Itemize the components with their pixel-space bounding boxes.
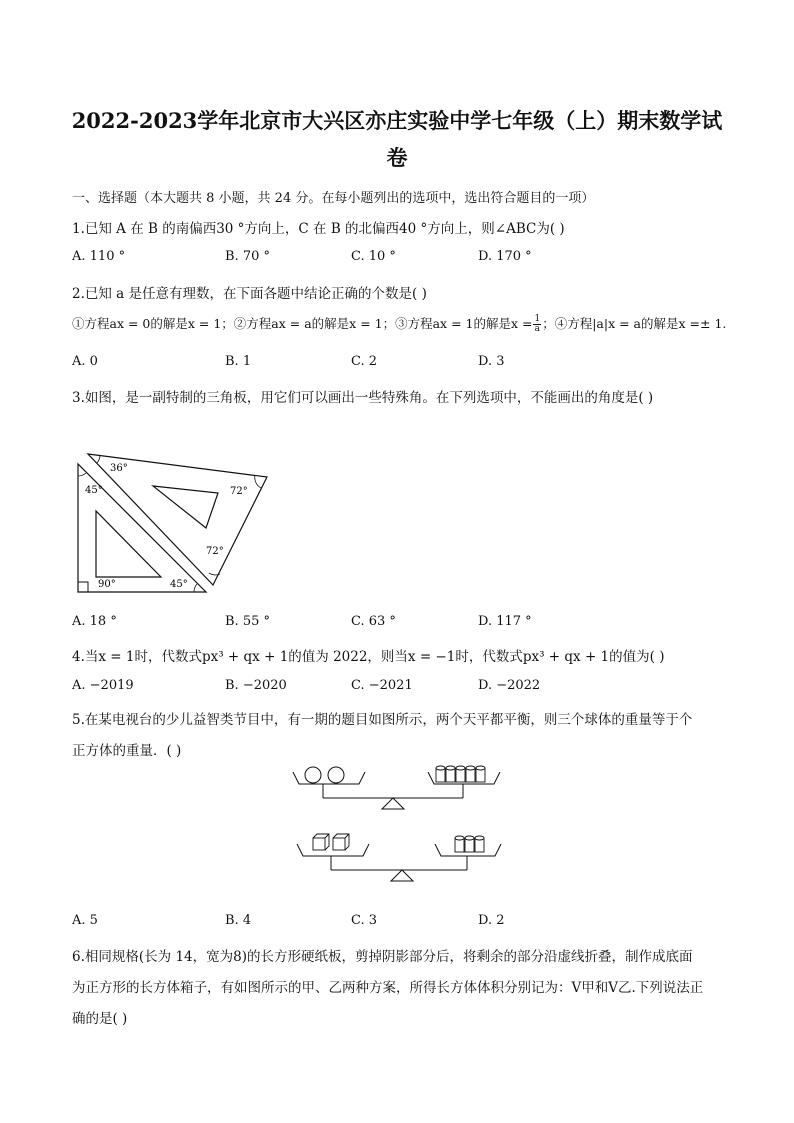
q3-option-b: B. 55 ° — [225, 614, 270, 629]
fraction-1-over-a — [533, 315, 541, 334]
cylinder-icon — [466, 766, 475, 782]
q2-option-a: A. 0 — [72, 354, 98, 369]
balance-scale-2 — [297, 834, 501, 881]
cube-icon — [313, 834, 329, 850]
balance-scales-figure — [285, 760, 515, 885]
cylinder-icon — [456, 766, 465, 782]
question-6-stem-line-3: 确的是( ) — [72, 1011, 128, 1027]
angle-label-45-top: 45° — [85, 485, 103, 496]
cylinder-icon — [475, 836, 484, 852]
fulcrum-icon — [391, 870, 413, 881]
ball-icon — [328, 767, 344, 783]
balance-scale-1 — [293, 766, 500, 809]
fulcrum-icon — [382, 798, 404, 809]
page-title-continued: 卷 — [386, 145, 408, 170]
question-2-statements — [72, 314, 726, 334]
q5-option-d: D. 2 — [478, 913, 505, 928]
question-6-stem-line-1: 6.相同规格(长为 14，宽为8)的长方形硬纸板，剪掉阴影部分后，将剩余的部分沿虚线折叠，制作成底面 — [72, 949, 693, 965]
q1-option-d: D. 170 ° — [478, 249, 532, 264]
page-title: 2022-2023学年北京市大兴区亦庄实验中学七年级（上）期末数学试 — [71, 108, 723, 133]
q5-option-b: B. 4 — [225, 913, 252, 928]
section-heading: 一、选择题（本大题共 8 小题，共 24 分。在每小题列出的选项中，选出符合题目的一项） — [72, 191, 595, 206]
q2-statements-part-1: ①方程ax = 0的解是x = 1；②方程ax = a的解是x = 1；③方程ax = 1的解是x = — [72, 316, 533, 331]
q1-option-b: B. 70 ° — [225, 249, 270, 264]
angle-label-45-bottom: 45° — [170, 579, 188, 590]
q4-option-a: A. −2019 — [72, 678, 134, 693]
q1-option-a: A. 110 ° — [72, 249, 126, 264]
q2-option-b: B. 1 — [225, 354, 252, 369]
cylinder-icon — [455, 836, 464, 852]
question-5-stem-line-1: 5.在某电视台的少儿益智类节目中，有一期的题目如图所示，两个天平都平衡，则三个球体的重量等于个 — [72, 712, 693, 728]
cylinder-icon — [476, 766, 485, 782]
cylinder-icon — [446, 766, 455, 782]
angle-label-72-bottom: 72° — [206, 546, 224, 557]
fraction-denominator: a — [534, 324, 541, 334]
q3-option-d: D. 117 ° — [478, 614, 532, 629]
q2-option-c: C. 2 — [351, 354, 378, 369]
q4-option-d: D. −2022 — [478, 678, 541, 693]
fraction-numerator: 1 — [534, 314, 541, 324]
q2-option-d: D. 3 — [478, 354, 505, 369]
question-1-stem: 1.已知 A 在 B 的南偏西30 °方向上，C 在 B 的北偏西40 °方向上，则∠ABC为( ) — [72, 221, 565, 237]
question-3-stem: 3.如图，是一副特制的三角板，用它们可以画出一些特殊角。在下列选项中，不能画出的角度是( ) — [72, 390, 654, 406]
angle-label-36: 36° — [110, 463, 128, 474]
cylinder-icon — [465, 836, 474, 852]
question-2-stem: 2.已知 a 是任意有理数，在下面各题中结论正确的个数是( ) — [72, 286, 427, 302]
q4-option-c: C. −2021 — [351, 678, 413, 693]
cube-icon — [333, 834, 349, 850]
set-square-figure — [70, 446, 270, 596]
angle-label-72-right: 72° — [230, 486, 248, 497]
q3-option-a: A. 18 ° — [72, 614, 117, 629]
q3-option-c: C. 63 ° — [351, 614, 396, 629]
ball-icon — [305, 767, 321, 783]
question-5-stem-line-2: 正方体的重量．( ) — [72, 743, 182, 759]
q1-option-c: C. 10 ° — [351, 249, 396, 264]
question-4-stem: 4.当x = 1时，代数式px³ + qx + 1的值为 2022，则当x = −1时，代数式px³ + qx + 1的值为( ) — [72, 649, 665, 665]
q4-option-b: B. −2020 — [225, 678, 287, 693]
q2-statements-part-2: ；④方程|a|x = a的解是x =± 1. — [542, 316, 727, 331]
question-6-stem-line-2: 为正方形的长方体箱子，有如图所示的甲、乙两种方案，所得长方体体积分别记为：V甲和V乙.下列说法正 — [72, 980, 704, 996]
q5-option-a: A. 5 — [72, 913, 98, 928]
angle-label-90: 90° — [98, 579, 116, 590]
cylinder-icon — [436, 766, 445, 782]
q5-option-c: C. 3 — [351, 913, 378, 928]
